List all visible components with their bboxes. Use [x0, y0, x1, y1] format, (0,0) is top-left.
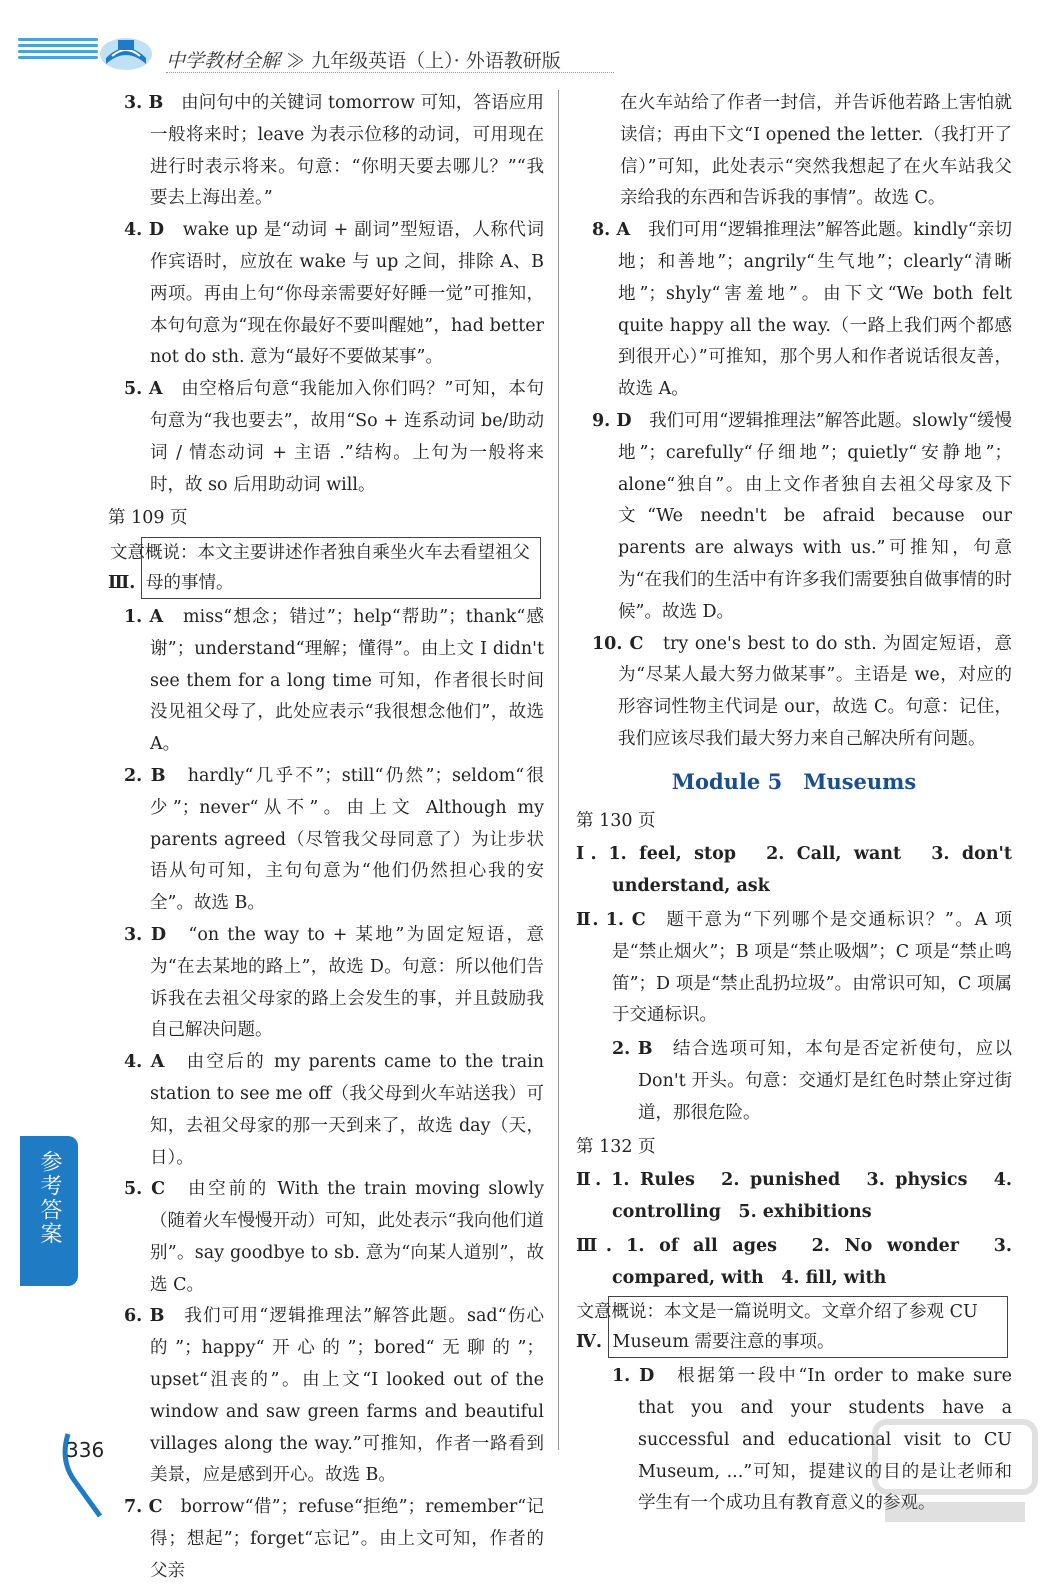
answer-item	[108, 1174, 544, 1301]
header-separator: ≫	[286, 50, 306, 72]
answer-values: 1. of all ages 2. No wonder 3. compared, with 4. fill, with	[612, 1235, 1012, 1288]
section-numeral: Ⅳ.	[576, 1332, 602, 1353]
series-name: 中学教材全解	[166, 50, 281, 72]
answer-item	[108, 602, 544, 761]
right-column	[576, 88, 1012, 1520]
answer-explanation: 由空后的 my parents came to the train station to see me off（我父母到火车站送我）可知，去祖父母家的那一天到来了，故选 day（天，日）。	[150, 1052, 544, 1168]
answer-label: 1. A	[124, 606, 164, 627]
summary-box: 文意概说：本文主要讲述作者独自乘坐火车去看望祖父母的事情。	[141, 537, 541, 599]
answer-label: 4. D	[124, 220, 165, 241]
side-tab-label: 参考答案	[37, 1150, 62, 1246]
answer-label: 8. A	[592, 220, 631, 241]
answer-item	[108, 215, 544, 374]
answer-explanation: 由问句中的关键词 tomorrow 可知，答语应用一般将来时；leave 为表示位移的动词，可用现在进行时表示将来。句意：“你明天要去哪儿？”“我要去上海出差。”	[150, 93, 545, 209]
column-divider	[558, 90, 559, 1450]
page-reference: 第 132 页	[576, 1136, 656, 1157]
header-title	[166, 46, 561, 73]
answer-label: 9. D	[592, 410, 632, 431]
book-logo-icon	[98, 28, 154, 72]
answer-item	[576, 905, 1012, 1032]
side-tab	[20, 1136, 78, 1286]
answer-explanation: 我们可用“逻辑推理法”解答此题。sad“伤心的”；happy“开心的”；bored“无聊的”；upset“沮丧的”。由上文“I looked out of the window and saw green farms and beautiful villages along the way.”可推知，作者一路看到美景，应是感到开心。故选 B。	[150, 1306, 544, 1486]
section-numeral: Ⅲ.	[108, 573, 136, 594]
answer-label: 2. B	[124, 765, 166, 786]
section-numeral: Ⅲ.	[576, 1235, 613, 1256]
answer-item	[108, 1047, 544, 1174]
answer-explanation: 由空前的 With the train moving slowly（随着火车慢慢开动）可知，此处表示“我向他们道别”。say goodbye to sb. 意为“向某人道别”，故选 C。	[150, 1179, 545, 1295]
answer-label: 4. A	[124, 1052, 165, 1073]
answer-label: 10. C	[592, 633, 644, 654]
section-numeral: Ⅱ.	[576, 1170, 602, 1191]
answer-explanation: 由空格后句意“我能加入你们吗？”可知，本句句意为“我也要去”，故用“So + 连系动词 be/助动词 / 情态动词 + 主语 .”结构。上句为一般将来时，故 so 后用助动词 will。	[150, 379, 544, 495]
answer-item	[576, 215, 1012, 406]
answer-item	[576, 1034, 1012, 1129]
answer-item	[108, 1301, 544, 1492]
answer-label: 1. D	[612, 1366, 655, 1387]
answer-explanation: “on the way to + 某地”为固定短语，意为“在去某地的路上”，故选 D。句意：所以他们告诉我在去祖父母家的路上会发生的事，并且鼓励我自己解决问题。	[150, 924, 545, 1041]
answer-label: 3. D	[124, 924, 166, 945]
answer-values: 1. Rules 2. punished 3. physics 4. controlling 5. exhibitions	[611, 1170, 1012, 1223]
answer-item	[108, 920, 544, 1047]
answer-label: 1. C	[605, 909, 646, 930]
answer-label: 3. B	[124, 93, 164, 113]
answer-item	[108, 1492, 544, 1587]
section-numeral: Ⅰ.	[576, 844, 597, 865]
answer-label: 7. C	[124, 1497, 163, 1518]
page-reference: 第 109 页	[108, 508, 188, 529]
answer-item	[576, 406, 1012, 629]
answer-explanation: 我们可用“逻辑推理法”解答此题。slowly“缓慢地”；carefully“仔细地”；quietly“安静地”；alone“独自”。由上文作者独自去祖父母家及下文“We needn't be afraid because our parents are always with us.”可推知，句意为“在我们的生活中有许多我们需要独自做事情的时候”。故选 D。	[618, 410, 1013, 622]
answer-explanation: wake up 是“动词 + 副词”型短语，人称代词作宾语时，应放在 wake 与 up 之间，排除 A、B 两项。再由上句“你母亲需要好好睡一觉”可推知，本句句意为“现在你最好不要叫醒她”，had better not do sth. 意为“最好不要做某事”。	[150, 220, 544, 368]
answer-explanation: hardly“几乎不”；still“仍然”；seldom“很少”；never“从不”。由上文 Although my parents agreed（尽管我父母同意了）为让步状语从句可知，主句句意为“他们仍然担心我的安全”。故选 B。	[150, 765, 544, 914]
book-subtitle: 九年级英语（上）· 外语教研版	[311, 50, 561, 72]
answer-item	[108, 88, 544, 215]
summary-block	[576, 1296, 1012, 1359]
summary-block	[108, 537, 544, 600]
answer-explanation: 题干意为“下列哪个是交通标识？”。A 项是“禁止烟火”；B 项是“禁止吸烟”；C 项是“禁止鸣笛”；D 项是“禁止乱扔垃圾”。由常识可知，C 项属于交通标识。	[612, 909, 1012, 1026]
page-header	[0, 0, 1055, 80]
answer-values: 1. feel, stop 2. Call, want 3. don't understand, ask	[608, 844, 1012, 897]
summary-box: 文意概说：本文是一篇说明文。文章介绍了参观 CU Museum 需要注意的事项。	[608, 1296, 1008, 1358]
answer-label: 2. B	[612, 1039, 653, 1060]
page-number: 336	[66, 1438, 105, 1462]
answer-item	[108, 374, 544, 501]
answer-explanation: 我们可用“逻辑推理法”解答此题。kindly“亲切地；和善地”；angrily“生气地”；clearly“清晰地”；shyly“害羞地”。由下文“We both felt quite happy all the way.（一路上我们两个都感到很开心）”可推知，那个男人和作者说话很友善，故选 A。	[618, 220, 1012, 400]
answer-line	[576, 839, 1012, 903]
module-title: Module 5 Museums	[671, 768, 917, 794]
answer-label: 5. A	[124, 379, 163, 400]
answer-explanation: miss“想念；错过”；help“帮助”；thank“感谢”；understand“理解；懂得”。由上文 I didn't see them for a long time 可知，作者很长时间没见祖父母了，此处应表示“我很想念他们”，故选 A。	[150, 606, 544, 755]
answer-line	[576, 1165, 1012, 1229]
answer-line	[576, 1231, 1012, 1295]
watermark-logo-icon	[865, 1412, 1045, 1532]
answer-item	[576, 629, 1012, 756]
answer-item	[108, 761, 544, 920]
answer-continuation: 在火车站给了作者一封信，并告诉他若路上害怕就读信；再由下文“I opened the letter.（我打开了信）”可知，此处表示“突然我想起了在火车站我父亲给我的东西和告诉我的事情”。故选 C。	[620, 93, 1012, 209]
section-numeral: Ⅱ.	[576, 909, 599, 930]
header-rule	[166, 72, 614, 73]
answer-label: 6. B	[124, 1306, 165, 1327]
left-column	[108, 88, 544, 1588]
answer-explanation: 结合选项可知，本句是否定祈使句，应以 Don't 开头。句意：交通灯是红色时禁止穿过街道，那很危险。	[638, 1039, 1013, 1123]
answer-explanation: 根据第一段中“In order to make sure that you and your students have a successful and educational visit to CU Museum, ...”可知，提建议的目的是让老师和学生有一个成功且有教育意义的参观。	[638, 1366, 1012, 1514]
page-reference: 第 130 页	[576, 810, 656, 831]
answer-explanation: borrow“借”；refuse“拒绝”；remember“记得；想起”；forget“忘记”。由上文可知，作者的父亲	[150, 1497, 545, 1581]
answer-label: 5. C	[124, 1179, 166, 1200]
header-stripes	[18, 38, 98, 62]
answer-explanation: try one's best to do sth. 为固定短语，意为“尽某人最大努力做某事”。主语是 we，对应的形容词性物主代词是 our，故选 C。句意：记住，我们应该尽我们最大努力来自己解决所有问题。	[618, 633, 1013, 749]
